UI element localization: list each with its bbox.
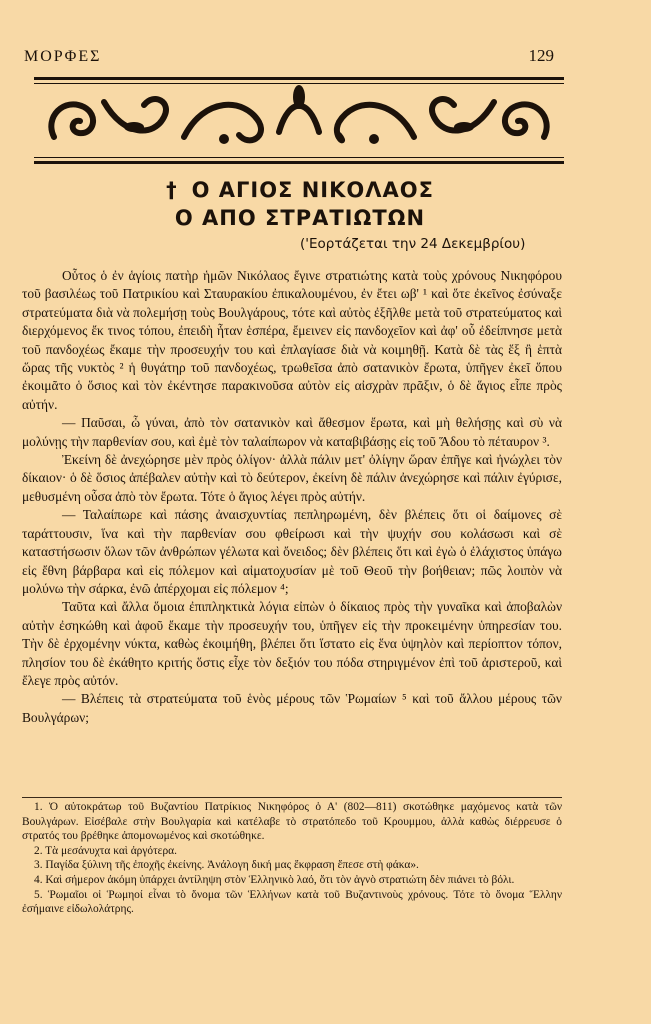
page-header (24, 48, 554, 68)
ornament-bottom-rule (34, 161, 564, 164)
ornament-leaves (124, 85, 474, 144)
footnote: 2. Τὰ μεσάνυχτα καὶ ἀργότερα. (34, 844, 177, 857)
article-title (40, 178, 560, 230)
ornament-top-rule (34, 77, 564, 80)
feast-day-note: ('Εορτάζεται την 24 Δεκεμβρίου) (300, 236, 526, 252)
title-line-1: † Ο ΑΓΙΟΣ ΝΙΚΟΛΑΟΣ (166, 178, 434, 202)
dagger-symbol: † (166, 178, 178, 202)
decorative-scroll-ornament (34, 77, 564, 167)
footnote: 1. Ὁ αὐτοκράτωρ τοῦ Βυζαντίου Πατρίκιος Νικηφόρος ὁ Α' (802—811) σκοτώθηκε μαχόμενος κατὰ τῶν Βουλγάρων. Εἰσέβαλε στὴν Βουλγαρία καὶ κατέλαβε τὸ στρατόπεδο τοῦ Κρουμμου, ἀλλὰ καθὼς διέρρευσε ὁ στρατός του βρέθηκε ἀπομονωμένος καὶ σκοτώθηκε. (22, 801, 562, 843)
paragraph: — Παῦσαι, ὦ γύναι, ἀπὸ τὸν σατανικὸν καὶ ἄθεσμον ἔρωτα, καὶ μὴ θελήσῃς καὶ σὺ νὰ μολύνῃς τὴν παρθενίαν σου, καὶ ἐμὲ τὸν ταλαίπωρον νὰ καταβιβάσῃς εἰς τοῦ Ἅδου τὸ πέταυρον ³. (22, 415, 562, 449)
article-body (22, 267, 562, 727)
footnote-divider (22, 797, 562, 798)
running-title: ΜΟΡΦΕΣ (24, 48, 102, 65)
paragraph: — Ταλαίπωρε καὶ πάσης ἀναισχυντίας πεπληρωμένη, δὲν βλέπεις ὅτι οἱ δαίμονες σὲ ταράττουσιν, ἵνα καὶ τὴν παρθενίαν σου φθείρωσι καὶ τὴν ψυχήν σου κολάσωσι καὶ σὲ καταστήσωσιν ὅλων τῶν ἀνθρώπων γέλωτα καὶ ὄνειδος; δὲν βλέπεις ὅτι καὶ ἐγὼ ὁ ἐλάχιστος ὑπάγω εἰς ἔθνη βάρβαρα καὶ εἰς πόλεμον καὶ αἱματοχυσίαν μὲ τοῦ Θεοῦ τὴν βοήθειαν; πῶς λοιπὸν νὰ μολύνω τὴν σάρκα, ἐνῶ ἀπέρχομαι εἰς πόλεμον ⁴; (22, 507, 562, 596)
title-line-2: Ο ΑΠΟ ΣΤΡΑΤΙΩΤΩΝ (174, 206, 426, 230)
paragraph: Ταῦτα καὶ ἄλλα ὅμοια ἐπιπληκτικὰ λόγια εἰπὼν ὁ δίκαιος πρὸς τὴν γυναῖκα καὶ ἀποβαλὼν αὐτὴν ἐσηκώθη καὶ ἀφοῦ ἔκαμε τὴν προσευχήν του, ὑπῆγεν εἰς τὴν προκειμένην ὑπηρεσίαν του. Τὴν δὲ ἐρχομένην νύκτα, καθὼς ἐκοιμήθη, βλέπει ὅτι ἵστατο εἰς ἕνα ὑψηλὸν καὶ περίοπτον τόπον, πλησίον του δὲ ἐκάθητο κριτής ὅστις εἶχε τὸν δεξιόν του πόδα στηριγμένον ἐπὶ τοῦ ἀριστεροῦ, καὶ ἔλεγε πρὸς αὐτόν. (22, 599, 562, 688)
paragraph: — Βλέπεις τὰ στρατεύματα τοῦ ἑνὸς μέρους τῶν Ῥωμαίων ⁵ καὶ τοῦ ἄλλου μέρους τῶν Βουλγάρων; (22, 691, 562, 725)
paragraph: Ἐκείνη δὲ ἀνεχώρησε μὲν πρὸς ὀλίγον· ἀλλὰ πάλιν μετ' ὀλίγην ὥραν ἐπῆγε καὶ ἠνώχλει τὸν δίκαιον· ὁ δὲ ὅσιος ἀπέβαλεν αὐτὴν καὶ τὸ δεύτερον, ἐκείνη δὲ πάλιν ἀνεχώρησε καὶ πάλιν ἐγύρισε, μεθυσμένη οὖσα ἀπὸ τὸν ἔρωτα. Τότε ὁ ἅγιος λέγει πρὸς αὐτήν. (22, 452, 562, 504)
ornament-top-rule-thin (34, 83, 564, 84)
ornament-bottom-rule-thin (34, 157, 564, 158)
footnote: 4. Καὶ σήμερον ἀκόμη ὑπάρχει ἀντίληψη στὸν Ἑλληνικὸ λαό, ὅτι τὸν ἁγνὸ στρατιώτη δὲν πιάνει τὸ βόλι. (34, 873, 515, 886)
footnote: 3. Παγίδα ξύλινη τῆς ἐποχῆς ἐκείνης. Ἀνάλογη δική μας ἔκφραση ἔπεσε στὴ φάκα». (34, 859, 419, 872)
footnote: 5. Ῥωμαῖοι οἱ Ῥωμηοί εἶναι τὸ ὄνομα τῶν Ἑλλήνων κατὰ τοῦ Βυζαντινοὺς χρόνους. Τότε τὸ ὄνομα Ἕλλην ἐσήμαινε εἰδωλολάτρης. (22, 888, 562, 916)
scroll-center (279, 106, 319, 132)
paragraph: Οὗτος ὁ ἐν ἁγίοις πατὴρ ἡμῶν Νικόλαος ἔγινε στρατιώτης κατὰ τοὺς χρόνους Νικηφόρου τοῦ βασιλέως τοῦ Πατρικίου καὶ Σταυρακίου ἐπικαλουμένου, ἐν ἔτει ωβ' ¹ καὶ ὅτε ἐκεῖνος ἐσύναξε στρατεύματα διὰ νὰ πολεμήσῃ τοὺς Βουλγάρους, τότε καὶ αὐτὸς ἐξῆλθε μετὰ τοῦ στρατεύματος καὶ διερχόμενος ἔκ τινος τόπου, ἐπειδὴ ἦταν ἑσπέρα, ἔμεινεν εἰς πανδοχεῖον καὶ ἀφ' οὗ ἐδείπνησε μετὰ τοῦ πανδοχέως ἔκαμε τὴν προσευχήν του καὶ ἐπλαγίασε διὰ νὰ κοιμηθῇ. Κατὰ δὲ τὰς ἕξ ἢ ἑπτὰ ὥρας τῆς νυκτὸς ² ἡ θυγάτηρ τοῦ πανδοχέως, τρωθεῖσα ἀπὸ σατανικὸν ἔρωτα, ὑπῆγεν ἐκεῖ ὅπου ἐκοιμᾶτο ὁ ὅσιος καὶ τὸν ἐκέντησε παρακινοῦσα αὐτὸν εἰς αἰσχρὰν πρᾶξιν, ὁ δὲ ἅγιος εἶπε πρὸς αὐτήν. (22, 268, 562, 412)
scroll-left (51, 104, 93, 137)
page-number: 129 (528, 46, 554, 65)
scroll-right (505, 104, 547, 137)
footnotes (22, 800, 562, 917)
